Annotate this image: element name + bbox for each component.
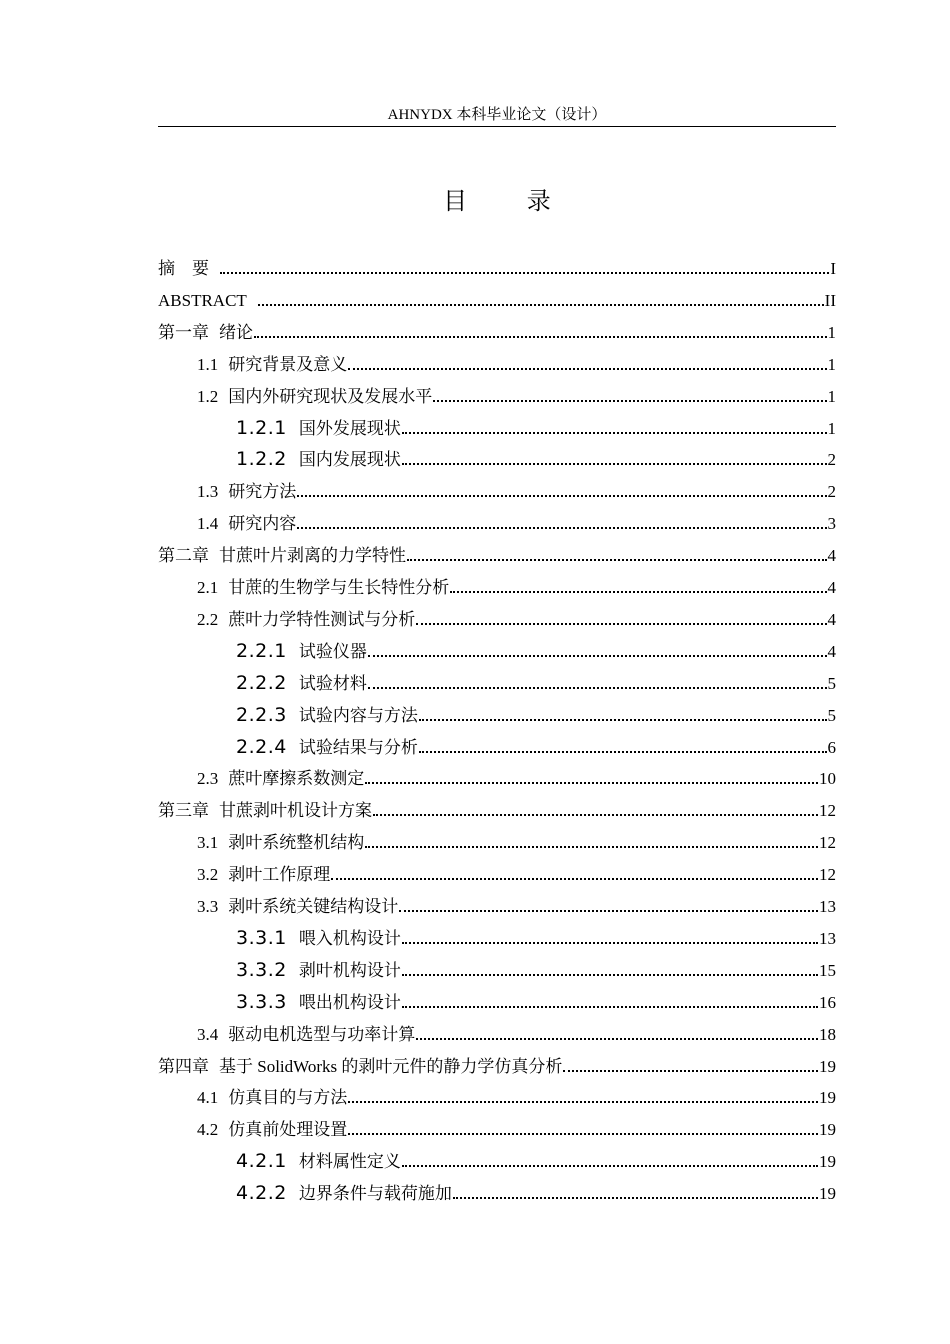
toc-entry[interactable] xyxy=(236,1174,836,1204)
toc-page-number: 4 xyxy=(827,578,836,597)
toc-entry-label xyxy=(158,796,372,821)
toc-dot-leader xyxy=(348,1093,818,1103)
toc-entry-title: 剥叶系统关键结构设计 xyxy=(228,897,399,916)
toc-entry-title: 材料属性定义 xyxy=(298,1152,401,1172)
toc-entry-label xyxy=(197,828,364,853)
toc-entry-title: 研究内容 xyxy=(228,514,297,534)
toc-dot-leader xyxy=(297,487,826,497)
toc-entry-number: 1.2.1 xyxy=(236,416,287,439)
toc-entry-title: 甘蔗的生物学与生长特性分析 xyxy=(228,578,450,597)
toc-entry-title: 基于 SolidWorks 的剥叶元件的静力学仿真分析 xyxy=(219,1056,563,1076)
toc-entry-title: 试验内容与方法 xyxy=(298,705,418,725)
toc-entry-title: 剥叶工作原理 xyxy=(228,865,331,885)
toc-page-number: 5 xyxy=(827,705,836,725)
toc-entry-label xyxy=(197,860,330,885)
toc-entry-number: 2.2.1 xyxy=(236,639,287,662)
toc-page-number: 19 xyxy=(819,1152,836,1172)
toc-entry-number: 4.1 xyxy=(197,1088,219,1108)
toc-entry[interactable] xyxy=(158,249,836,279)
toc-dot-leader xyxy=(254,328,827,338)
toc-page-number: 19 xyxy=(819,1056,836,1076)
toc-entry-label xyxy=(197,892,398,917)
toc-dot-leader xyxy=(450,583,826,593)
toc-entry-number: 2.2.2 xyxy=(236,671,287,694)
toc-entry[interactable] xyxy=(236,409,836,439)
toc-page-number: 10 xyxy=(819,769,836,789)
toc-entry[interactable] xyxy=(197,1078,836,1108)
toc-dot-leader xyxy=(407,551,827,561)
toc-dot-leader xyxy=(348,1125,818,1135)
toc-entry[interactable] xyxy=(197,472,836,502)
toc-entry-title: 试验材料 xyxy=(298,673,367,693)
toc-page-number: 3 xyxy=(827,514,836,534)
toc-entry-title: 蔗叶力学特性测试与分析 xyxy=(228,609,416,629)
toc-entry[interactable] xyxy=(236,919,836,949)
toc-entry-title: 喂出机构设计 xyxy=(298,992,401,1012)
toc-entry-title: 仿真目的与方法 xyxy=(228,1088,348,1108)
toc-entry-title: 国内发展现状 xyxy=(298,450,401,470)
toc-entry-number: 3.4 xyxy=(197,1024,219,1044)
toc-entry-number: 3.3.1 xyxy=(236,926,287,949)
toc-entry-label xyxy=(158,318,253,343)
toc-entry-number: 2.3 xyxy=(197,769,219,789)
toc-entry[interactable] xyxy=(158,1047,836,1077)
toc-page-number: II xyxy=(824,290,836,310)
toc-entry[interactable] xyxy=(197,600,836,630)
toc-entry[interactable] xyxy=(197,887,836,917)
toc-entry-number: 2.1 xyxy=(197,578,219,597)
toc-entry[interactable] xyxy=(236,664,836,694)
toc-entry-number: 第四章 xyxy=(158,1056,209,1076)
toc-dot-leader xyxy=(365,774,818,784)
toc-dot-leader xyxy=(402,424,827,434)
toc-page-number: 19 xyxy=(819,1184,836,1204)
toc-page-number: 19 xyxy=(819,1120,836,1140)
toc-entry-title: 国外发展现状 xyxy=(298,418,401,438)
toc-entry-label xyxy=(197,573,449,598)
toc-entry[interactable] xyxy=(236,696,836,726)
toc-entry-label xyxy=(236,988,401,1013)
toc-entry-number: 2.2.4 xyxy=(236,735,287,758)
toc-entry[interactable] xyxy=(197,1110,836,1140)
toc-dot-leader xyxy=(365,838,818,848)
toc-entry-label xyxy=(236,924,401,949)
toc-entry[interactable] xyxy=(197,377,836,407)
toc-entry-label xyxy=(236,1147,401,1172)
toc-page-number: 1 xyxy=(827,418,836,438)
toc-entry-title: 剥叶系统整机结构 xyxy=(228,833,365,853)
toc-entry[interactable] xyxy=(158,536,836,566)
toc-entry-number: 3.3.2 xyxy=(236,958,287,981)
toc-entry[interactable] xyxy=(197,504,836,534)
toc-entry-label xyxy=(158,1052,562,1077)
toc-page-number: 4 xyxy=(827,609,836,629)
toc-dot-leader xyxy=(297,519,826,529)
toc-entry-label xyxy=(158,541,406,566)
toc-entry-label xyxy=(236,1179,452,1204)
toc-entry-label xyxy=(158,254,219,279)
toc-entry-label xyxy=(197,509,296,534)
page-header: AHNYDX 本科毕业论文（设计） xyxy=(387,107,607,123)
toc-dot-leader xyxy=(348,360,826,370)
toc-page-number: 15 xyxy=(819,960,836,980)
toc-entry[interactable] xyxy=(197,568,836,598)
toc-page-number: 12 xyxy=(819,865,836,885)
toc-entry-title: 喂入机构设计 xyxy=(298,928,401,948)
toc-entry[interactable] xyxy=(197,855,836,885)
toc-page-number: 12 xyxy=(819,833,836,853)
toc-dot-leader xyxy=(433,392,826,402)
toc-entry-number: 1.3 xyxy=(197,482,219,502)
toc-entry-title: 绪论 xyxy=(219,322,253,342)
toc-entry-number: 3.3 xyxy=(197,897,219,916)
toc-dot-leader xyxy=(416,1030,818,1040)
toc-entry-number: 摘 要 xyxy=(158,259,209,278)
toc-entry-number: 第三章 xyxy=(158,801,209,821)
toc-entry-title: 边界条件与载荷施加 xyxy=(298,1184,452,1204)
toc-entry[interactable] xyxy=(236,632,836,662)
toc-entry-label xyxy=(197,605,415,630)
toc-entry-number: 第二章 xyxy=(158,546,209,566)
toc-entry-label xyxy=(236,701,418,726)
toc-entry-title: 试验结果与分析 xyxy=(298,737,418,757)
toc-page-number: 4 xyxy=(827,641,836,661)
toc-page-number: 5 xyxy=(827,673,836,693)
toc-entry[interactable] xyxy=(236,440,836,470)
toc-dot-leader xyxy=(373,806,818,816)
toc-entry-number: 3.3.3 xyxy=(236,990,287,1013)
toc-entry[interactable] xyxy=(197,759,836,789)
toc-page-number: 19 xyxy=(819,1088,836,1108)
toc-title: 目 录 xyxy=(443,187,577,215)
toc-entry-number: 3.1 xyxy=(197,833,219,853)
toc-dot-leader xyxy=(368,647,827,657)
toc-dot-leader xyxy=(258,296,824,306)
toc-page-number: 1 xyxy=(827,322,836,342)
toc-dot-leader xyxy=(220,264,829,274)
toc-page-number: 16 xyxy=(819,992,836,1012)
toc-dot-leader xyxy=(402,455,827,465)
toc-entry-title: 试验仪器 xyxy=(298,641,367,661)
toc-dot-leader xyxy=(453,1189,818,1199)
toc-entry-number: 1.2.2 xyxy=(236,448,287,471)
toc-entry-label xyxy=(197,477,296,502)
toc-entry[interactable] xyxy=(158,791,836,821)
toc-entry[interactable] xyxy=(236,1142,836,1172)
toc-page-number: 6 xyxy=(827,737,836,757)
toc-entry[interactable] xyxy=(236,983,836,1013)
toc-entry-number: 4.2.1 xyxy=(236,1150,287,1173)
toc-entry-number: 1.2 xyxy=(197,386,219,406)
toc-dot-leader xyxy=(416,615,826,625)
toc-page-number: 13 xyxy=(819,928,836,948)
toc-dot-leader xyxy=(399,902,818,912)
toc-entry[interactable] xyxy=(197,345,836,375)
toc-entry-label xyxy=(197,382,432,407)
toc-entry-title: 剥叶机构设计 xyxy=(298,960,401,980)
toc-entry-label xyxy=(197,1020,415,1045)
toc-entry-label xyxy=(236,956,401,981)
header-rule xyxy=(158,126,836,127)
toc-entry-number: ABSTRACT xyxy=(158,290,247,310)
toc-dot-leader xyxy=(402,966,818,976)
toc-dot-leader xyxy=(563,1062,818,1072)
toc-entry-title: 仿真前处理设置 xyxy=(228,1120,348,1140)
toc-dot-leader xyxy=(368,679,827,689)
toc-page-number: 13 xyxy=(819,897,836,916)
toc-entry-number: 1.4 xyxy=(197,514,219,534)
toc-page-number: 2 xyxy=(827,482,836,502)
toc-page-number: 2 xyxy=(827,450,836,470)
toc-entry-label xyxy=(197,1115,347,1140)
toc-entry-title: 甘蔗叶片剥离的力学特性 xyxy=(219,546,406,566)
toc-entry-label xyxy=(236,414,401,439)
toc-page-number: 18 xyxy=(819,1024,836,1044)
toc-dot-leader xyxy=(331,870,818,880)
toc-dot-leader xyxy=(402,998,818,1008)
toc-entry-title: 甘蔗剥叶机设计方案 xyxy=(219,801,372,821)
toc-entry-title: 研究方法 xyxy=(228,482,297,502)
toc-entry-label xyxy=(197,1083,347,1108)
toc-page-number: 12 xyxy=(819,801,836,821)
toc-entry[interactable] xyxy=(236,728,836,758)
toc-dot-leader xyxy=(402,934,818,944)
toc-entry-number: 3.2 xyxy=(197,865,219,885)
toc-entry-label xyxy=(197,350,347,375)
toc-entry[interactable] xyxy=(236,951,836,981)
toc-entry-label xyxy=(158,291,257,311)
toc-entry-number: 1.1 xyxy=(197,354,219,374)
toc-page-number: 4 xyxy=(827,546,836,566)
toc-entry[interactable] xyxy=(158,313,836,343)
toc-entry-title: 驱动电机选型与功率计算 xyxy=(228,1024,416,1044)
toc-entry-title: 国内外研究现状及发展水平 xyxy=(228,386,433,406)
toc-dot-leader xyxy=(419,711,827,721)
toc-entry[interactable] xyxy=(197,1015,836,1045)
toc-entry-label xyxy=(236,637,367,662)
toc-dot-leader xyxy=(419,743,827,753)
toc-entry-label xyxy=(236,669,367,694)
toc-entry-number: 4.2 xyxy=(197,1120,219,1140)
toc-entry[interactable] xyxy=(158,281,836,311)
toc-entry-label xyxy=(236,445,401,470)
toc-entry-title: 蔗叶摩擦系数测定 xyxy=(228,769,365,789)
toc-page-number: 1 xyxy=(827,354,836,374)
toc-entry[interactable] xyxy=(197,823,836,853)
toc-dot-leader xyxy=(402,1157,818,1167)
toc-entry-number: 第一章 xyxy=(158,322,209,342)
toc-entry-label xyxy=(236,733,418,758)
toc-entry-number: 2.2 xyxy=(197,609,219,629)
toc-entry-number: 4.2.2 xyxy=(236,1182,287,1205)
toc-entry-label xyxy=(197,764,364,789)
toc-page-number: 1 xyxy=(827,386,836,406)
toc-entry-title: 研究背景及意义 xyxy=(228,354,348,374)
toc-page-number: I xyxy=(830,259,836,278)
toc-entry-number: 2.2.3 xyxy=(236,703,287,726)
